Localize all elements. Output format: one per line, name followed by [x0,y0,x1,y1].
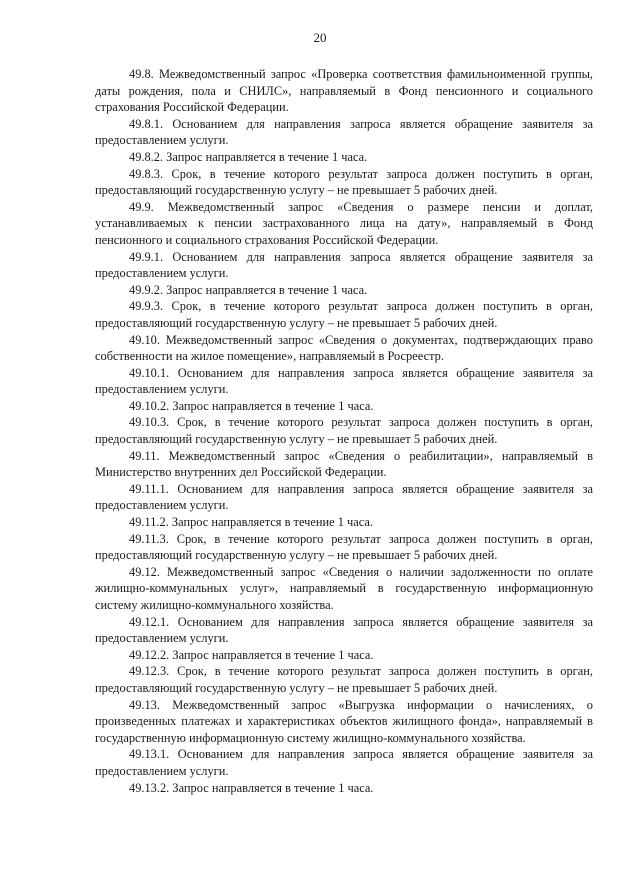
paragraph-49-9-3: 49.9.3. Срок, в течение которого результат запроса должен поступить в орган, предоставляющий государственную услугу – не превышает 5 рабочих дней. [95,299,593,330]
paragraph-49-9-2: 49.9.2. Запрос направляется в течение 1 часа. [129,282,368,297]
paragraph-49-8-3: 49.8.3. Срок, в течение которого результат запроса должен поступить в орган, предоставляющий государственную услугу – не превышает 5 рабочих дней. [95,166,593,198]
paragraph-49-11-1: 49.11.1. Основанием для направления запроса является обращение заявителя за предоставлением услуги. [95,481,593,513]
paragraph-49-11-3: 49.11.3. Срок, в течение которого результат запроса должен поступить в орган, предоставляющий государственную услугу – не превышает 5 рабочих дней. [95,531,593,563]
document-body [95,66,593,796]
paragraph-49-10: 49.10. Межведомственный запрос «Сведения о документах, подтверждающих право собственности на жилое помещение», направляемый в Росреестр. [95,332,593,364]
page-number: 20 [313,30,327,45]
paragraph-49-13-2: 49.13.2. Запрос направляется в течение 1 часа. [129,780,374,795]
paragraph-49-11: 49.11. Межведомственный запрос «Сведения о реабилитации», направляемый в Министерство внутренних дел Российской Федерации. [95,448,593,480]
paragraph-49-8-2: 49.8.2. Запрос направляется в течение 1 часа. [129,149,368,164]
paragraph-49-12-1: 49.12.1. Основанием для направления запроса является обращение заявителя за предоставлением услуги. [95,614,593,646]
paragraph-49-12-3: 49.12.3. Срок, в течение которого результат запроса должен поступить в орган, предоставляющий государственную услугу – не превышает 5 рабочих дней. [95,664,593,695]
paragraph-49-10-1: 49.10.1. Основанием для направления запроса является обращение заявителя за предоставлением услуги. [95,365,593,397]
paragraph-49-8: 49.8. Межведомственный запрос «Проверка соответствия фамильноименной группы, даты рождения, пола и СНИЛС», направляемый в Фонд пенсионного и социального страхования Российской Федерации. [95,67,593,115]
paragraph-49-12-2: 49.12.2. Запрос направляется в течение 1 часа. [129,647,374,662]
paragraph-49-11-2: 49.11.2. Запрос направляется в течение 1 часа. [129,515,374,530]
paragraph-49-10-2: 49.10.2. Запрос направляется в течение 1 часа. [129,398,374,413]
paragraph-49-9-1: 49.9.1. Основанием для направления запроса является обращение заявителя за предоставлением услуги. [95,249,593,281]
paragraph-49-12: 49.12. Межведомственный запрос «Сведения о наличии задолженности по оплате жилищно-коммунальных услуг», направляемый в государственную информационную систему жилищно-коммунального хозяйства. [95,564,593,612]
paragraph-49-10-3: 49.10.3. Срок, в течение которого результат запроса должен поступить в орган, предоставляющий государственную услугу – не превышает 5 рабочих дней. [95,415,593,447]
paragraph-49-9: 49.9. Межведомственный запрос «Сведения о размере пенсии и доплат, устанавливаемых к пенсии застрахованного лица на дату», направляемый в Фонд пенсионного и социального страхования Российской Федерации. [95,199,593,247]
paragraph-49-13-1: 49.13.1. Основанием для направления запроса является обращение заявителя за предоставлением услуги. [95,747,593,778]
paragraph-49-13: 49.13. Межведомственный запрос «Выгрузка информации о начислениях, о произведенных платежах и характеристиках объектов жилищного фонда», направляемый в государственную информационную систему жилищно-коммунального хозяйства. [95,697,593,745]
paragraph-49-8-1: 49.8.1. Основанием для направления запроса является обращение заявителя за предоставлением услуги. [95,116,593,148]
